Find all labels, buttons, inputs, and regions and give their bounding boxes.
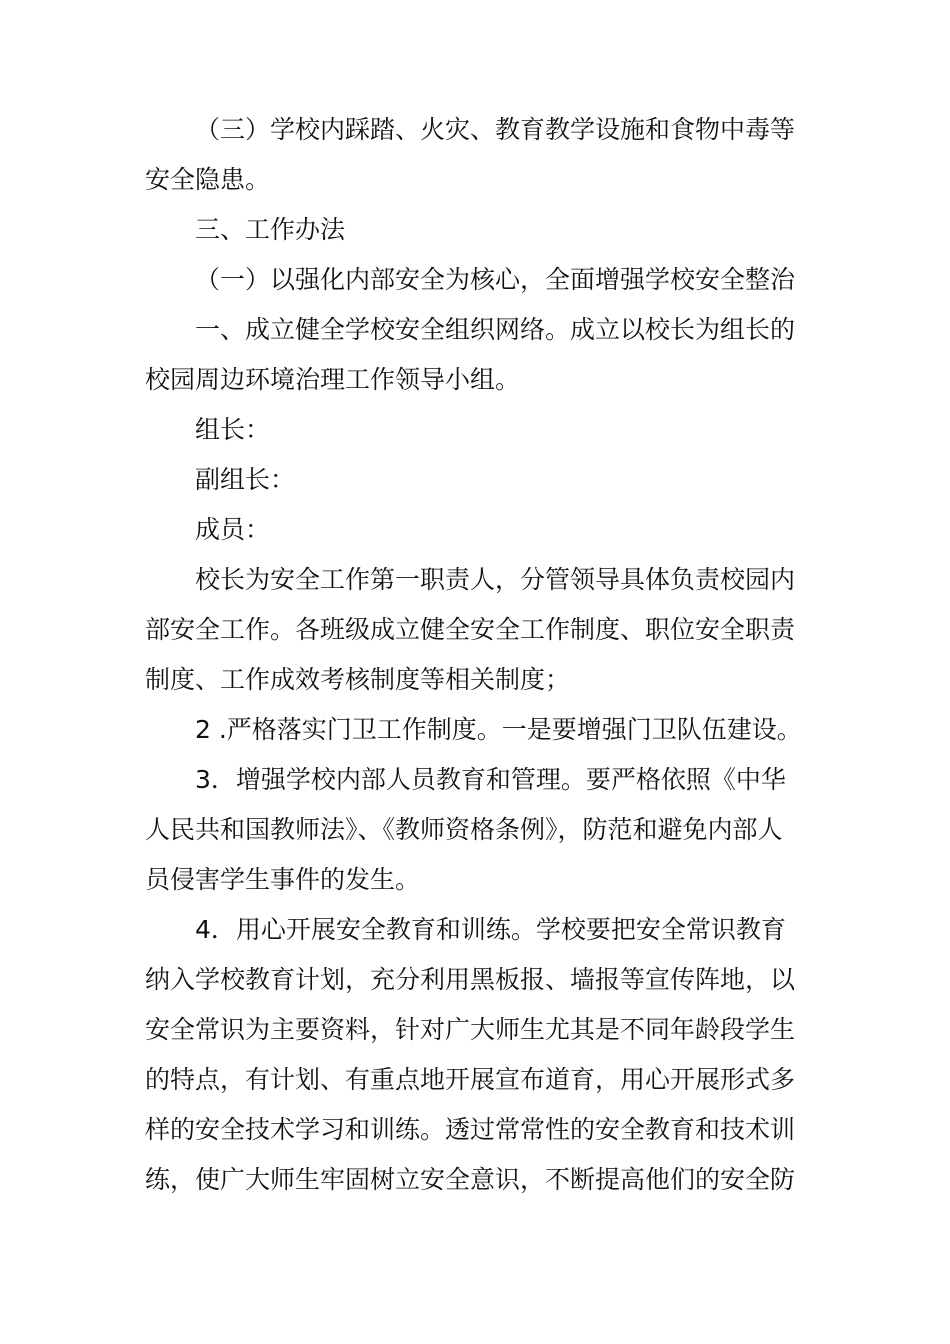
text-line: 员侵害学生事件的发生。 xyxy=(145,865,421,894)
text-line: 的特点，有计划、有重点地开展宣布道育，用心开展形式多 xyxy=(145,1065,796,1094)
text-line: 纳入学校教育计划，充分利用黑板报、墙报等宣传阵地，以 xyxy=(145,965,796,994)
text-line: 成员： xyxy=(195,515,271,544)
text-line: （三）学校内踩踏、火灾、教育教学设施和食物中毒等 xyxy=(195,115,796,144)
text-line: 三、工作办法 xyxy=(195,215,346,244)
text-line: 样的安全技术学习和训练。透过常常性的安全教育和技术训 xyxy=(145,1115,796,1144)
text-line: 安全隐患。 xyxy=(145,165,271,194)
text-line: 3．增强学校内部人员教育和管理。要严格依照《中华 xyxy=(195,765,786,794)
text-line: 人民共和国教师法》、《教师资格条例》，防范和避免内部人 xyxy=(145,815,783,844)
text-line: 部安全工作。各班级成立健全安全工作制度、职位安全职责 xyxy=(145,615,796,644)
text-line: （一）以强化内部安全为核心，全面增强学校安全整治 xyxy=(195,265,796,294)
text-line: 2 .严格落实门卫工作制度。一是要增强门卫队伍建设。 xyxy=(195,715,802,744)
text-line: 校园周边环境治理工作领导小组。 xyxy=(145,365,521,394)
document-body xyxy=(145,105,820,1205)
text-line: 组长： xyxy=(195,415,271,444)
text-line: 制度、工作成效考核制度等相关制度； xyxy=(145,665,571,694)
text-line: 安全常识为主要资料，针对广大师生尤其是不同年龄段学生 xyxy=(145,1015,796,1044)
text-line: 一、成立健全学校安全组织网络。成立以校长为组长的 xyxy=(195,315,796,344)
text-line: 练，使广大师生牢固树立安全意识，不断提高他们的安全防 xyxy=(145,1165,796,1194)
text-line: 4．用心开展安全教育和训练。学校要把安全常识教育 xyxy=(195,915,786,944)
text-line: 副组长： xyxy=(195,465,296,494)
text-line: 校长为安全工作第一职责人，分管领导具体负责校园内 xyxy=(195,565,796,594)
